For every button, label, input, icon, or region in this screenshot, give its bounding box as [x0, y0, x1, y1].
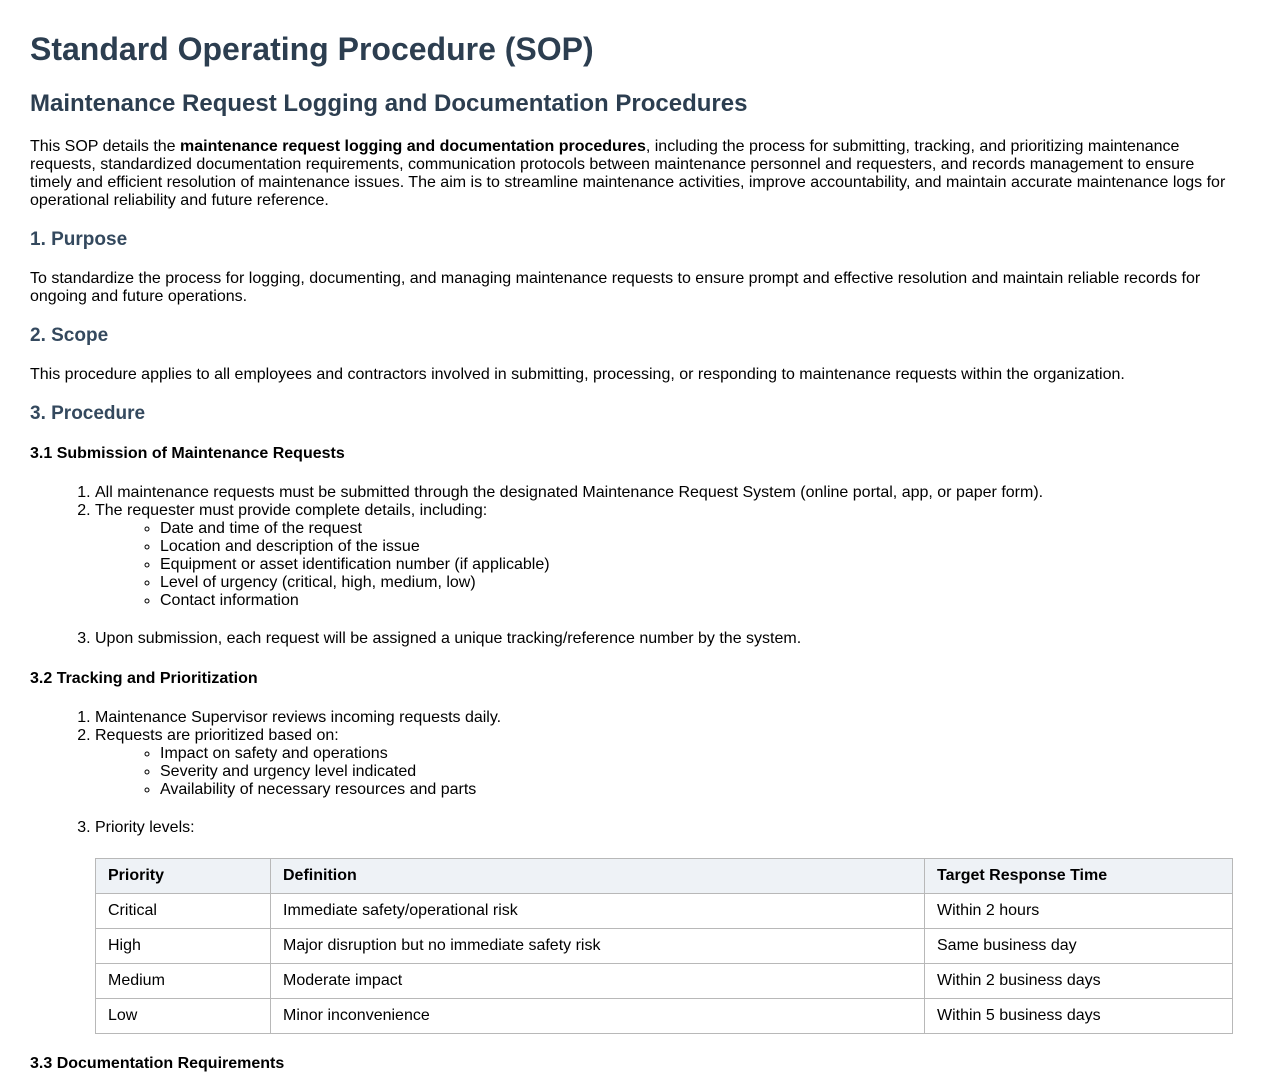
list-item [95, 709, 1233, 727]
table-cell: Same business day [925, 929, 1233, 964]
table-row [96, 929, 1233, 964]
list-item: ◦ Level of urgency (critical, high, medium, low) [160, 574, 1233, 592]
list-item: ◦ Equipment or asset identification number (if applicable) [160, 556, 1233, 574]
scope-text: This procedure applies to all employees and contractors involved in submitting, processing, or responding to maintenance requests within the organization. [30, 366, 1125, 383]
tracking-steps [30, 709, 1233, 837]
table-cell: Minor inconvenience [271, 999, 925, 1034]
table-cell: Medium [96, 964, 271, 999]
intro-paragraph [30, 138, 1233, 210]
column-header-response-time: Target Response Time [925, 859, 1233, 894]
list-item: ◦ Location and description of the issue [160, 538, 1233, 556]
page-subtitle: Maintenance Request Logging and Documentation Procedures [30, 90, 748, 117]
table-cell: Low [96, 999, 271, 1034]
submission-details-list [95, 520, 1233, 610]
column-header-definition: Definition [271, 859, 925, 894]
documentation-heading: 3.3 Documentation Requirements [30, 1055, 285, 1072]
page-title: Standard Operating Procedure (SOP) [30, 31, 594, 67]
submission-step-1: All maintenance requests must be submitted through the designated Maintenance Request System (online portal, app, or paper form). [95, 484, 1044, 501]
table-cell: Major disruption but no immediate safety risk [271, 929, 925, 964]
submission-steps [30, 484, 1233, 648]
tracking-step-2: Requests are prioritized based on: [95, 727, 339, 744]
table-cell: Within 5 business days [925, 999, 1233, 1034]
list-item [95, 502, 1233, 610]
list-item: ◦ Date and time of the request [160, 520, 1233, 538]
submission-heading: 3.1 Submission of Maintenance Requests [30, 445, 345, 462]
list-item: ◦ Severity and urgency level indicated [160, 763, 1233, 781]
procedure-heading: 3. Procedure [30, 403, 146, 424]
intro-bold: maintenance request logging and documentation procedures [180, 138, 646, 155]
table-header-row [96, 859, 1233, 894]
list-item [95, 484, 1233, 502]
list-item: ◦ Impact on safety and operations [160, 745, 1233, 763]
column-header-priority: Priority [96, 859, 271, 894]
list-item: ◦ Contact information [160, 592, 1233, 610]
tracking-heading: 3.2 Tracking and Prioritization [30, 670, 258, 687]
table-cell: Within 2 hours [925, 894, 1233, 929]
purpose-heading: 1. Purpose [30, 229, 128, 250]
table-cell: Critical [96, 894, 271, 929]
tracking-step-1: Maintenance Supervisor reviews incoming requests daily. [95, 709, 502, 726]
submission-step-3: Upon submission, each request will be assigned a unique tracking/reference number by the system. [95, 630, 802, 647]
submission-step-2: The requester must provide complete details, including: [95, 502, 488, 519]
table-cell: Within 2 business days [925, 964, 1233, 999]
purpose-text: To standardize the process for logging, documenting, and managing maintenance requests to ensure prompt and effective resolution and maintain reliable records for ongoing and future operations. [30, 270, 1201, 305]
table-cell: High [96, 929, 271, 964]
tracking-criteria-list [95, 745, 1233, 799]
priority-table [95, 858, 1233, 1034]
table-cell: Moderate impact [271, 964, 925, 999]
list-item [95, 727, 1233, 799]
table-cell: Immediate safety/operational risk [271, 894, 925, 929]
tracking-step-3: Priority levels: [95, 819, 195, 836]
intro-rest: , including the process for submitting, tracking, and prioritizing maintenance requests, standardized documentation requirements, communication protocols between maintenance personnel and requesters, and records management to ensure timely and efficient resolution of maintenance issues. The aim is to streamline maintenance activities, improve accountability, and maintain accurate maintenance logs for operational reliability and future reference. [30, 138, 1226, 209]
list-item: ◦ Availability of necessary resources and parts [160, 781, 1233, 799]
table-row [96, 999, 1233, 1034]
intro-lead: This SOP details the [30, 138, 180, 155]
table-row [96, 894, 1233, 929]
scope-heading: 2. Scope [30, 325, 109, 346]
list-item [95, 819, 1233, 837]
table-row [96, 964, 1233, 999]
list-item [95, 630, 1233, 648]
